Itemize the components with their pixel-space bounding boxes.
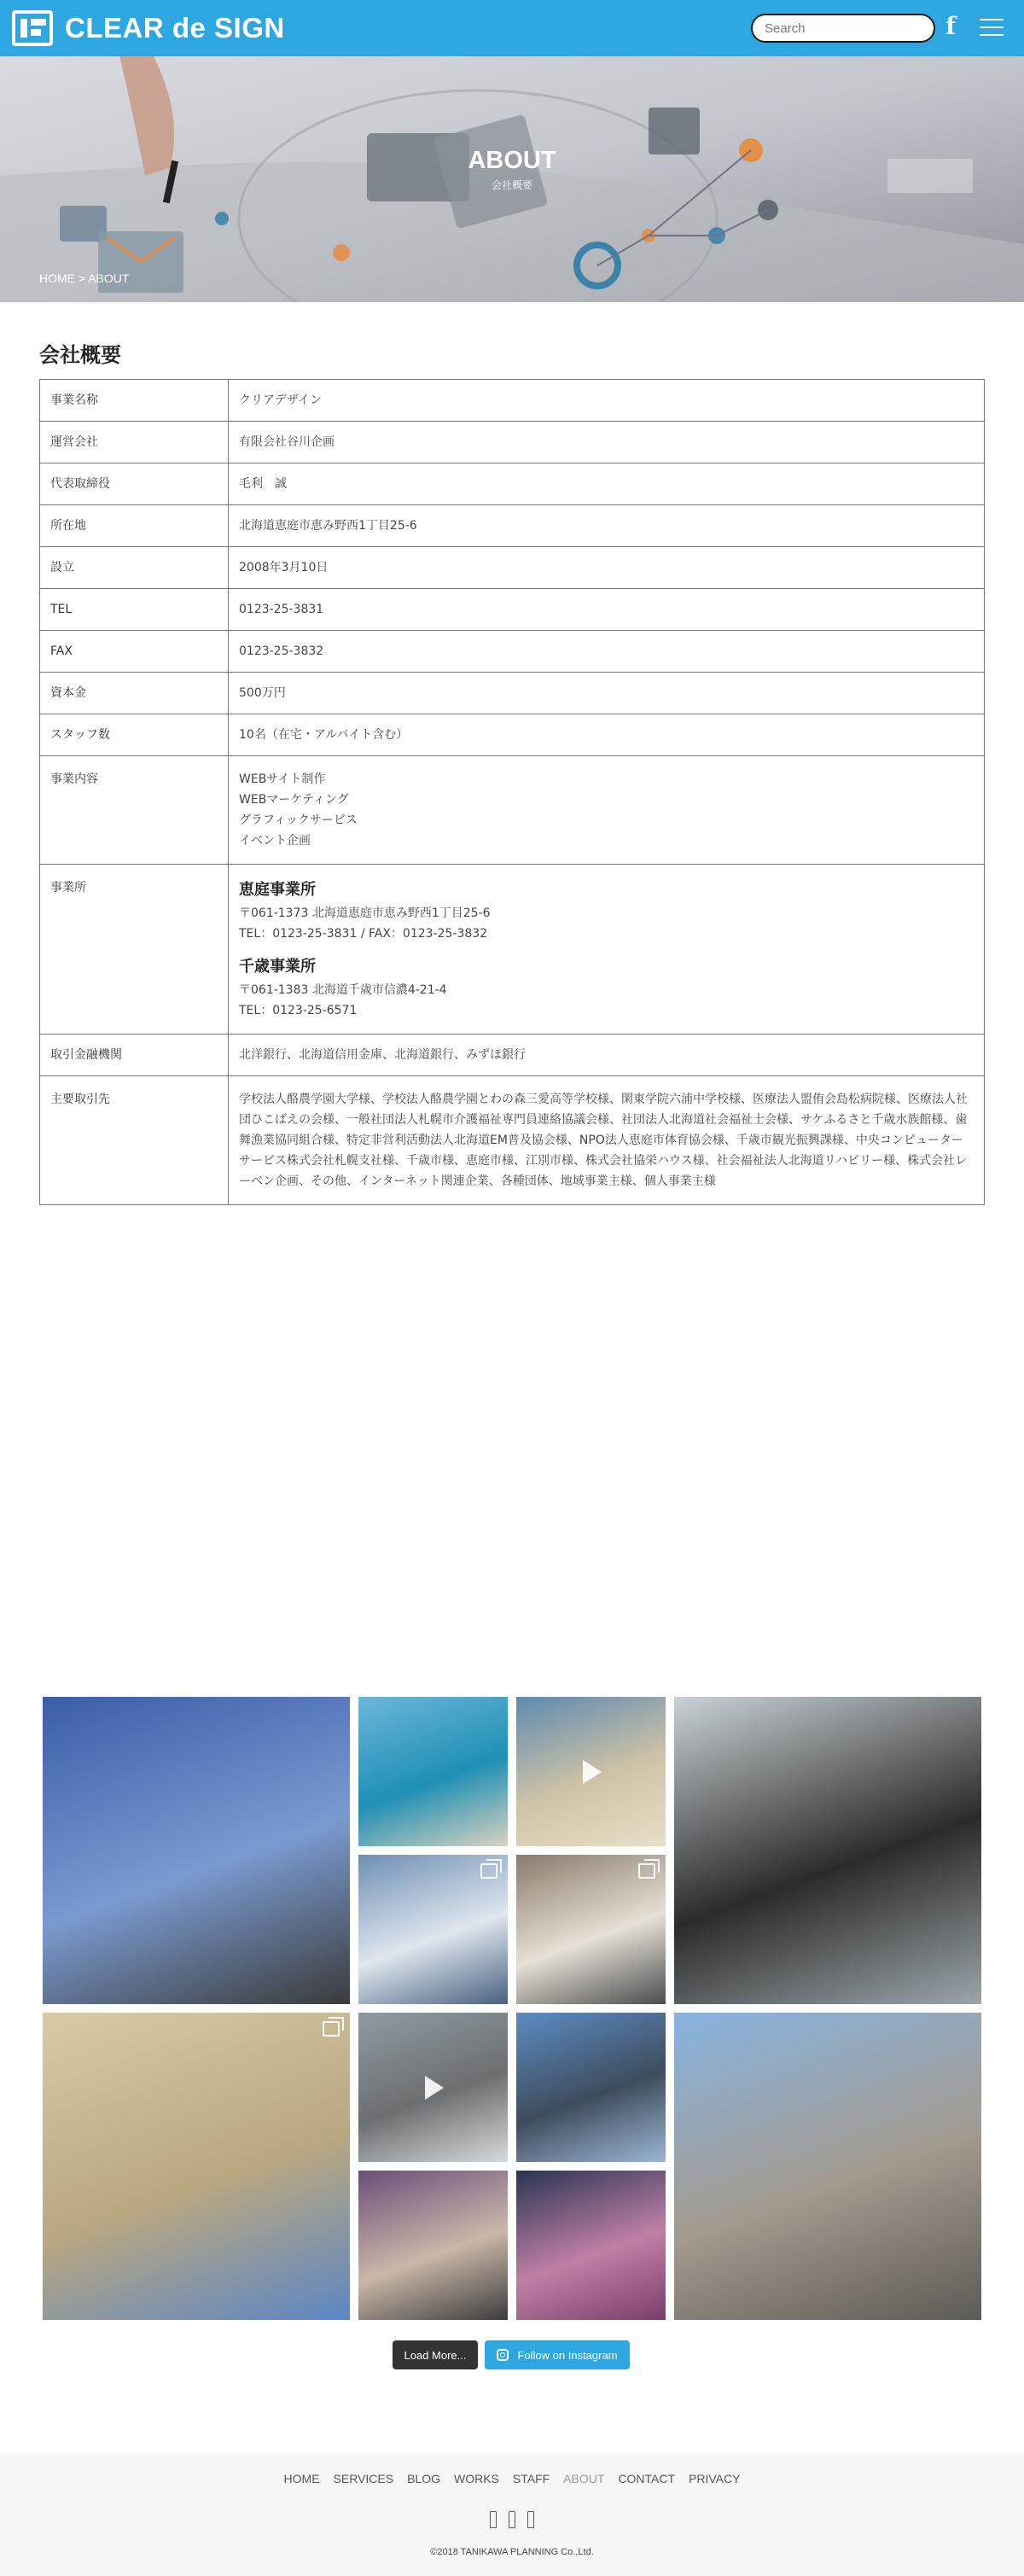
table-row — [40, 589, 985, 631]
table-row — [40, 714, 985, 756]
hamburger-menu-icon[interactable] — [980, 17, 1004, 38]
logo-text: CLEAR de SIGN — [65, 12, 285, 44]
row-value: クリアデザイン — [229, 380, 985, 422]
table-row — [40, 756, 985, 865]
row-label: 主要取引先 — [40, 1076, 229, 1205]
social-icon[interactable] — [527, 2511, 534, 2528]
instagram-icon — [497, 2349, 509, 2361]
section-title: 会社概要 — [39, 343, 121, 367]
row-label: 事業内容 — [40, 756, 229, 865]
footer-nav — [0, 2472, 1024, 2486]
instagram-post[interactable] — [516, 1855, 666, 2004]
instagram-post[interactable] — [674, 1697, 981, 2004]
table-row — [40, 1076, 985, 1205]
facebook-icon[interactable]: f — [945, 12, 957, 40]
page-title: ABOUT — [468, 147, 556, 174]
table-row — [40, 380, 985, 422]
hero-banner — [0, 56, 1024, 302]
row-label: 運営会社 — [40, 422, 229, 463]
breadcrumb-current: ABOUT — [88, 271, 130, 285]
table-row — [40, 673, 985, 714]
footer-nav-staff[interactable]: STAFF — [512, 2472, 550, 2486]
row-label: 事業名称 — [40, 380, 229, 422]
table-row — [40, 865, 985, 1034]
instagram-post[interactable] — [358, 1697, 508, 1846]
social-icon[interactable] — [490, 2511, 497, 2528]
row-label: FAX — [40, 631, 229, 673]
row-label: 事業所 — [40, 865, 229, 1034]
instagram-post[interactable] — [358, 2171, 508, 2320]
row-label: TEL — [40, 589, 229, 631]
business-item: グラフィックサービス — [239, 813, 358, 827]
breadcrumb — [39, 271, 129, 285]
row-value: 0123-25-3832 — [229, 631, 985, 673]
instagram-post[interactable] — [516, 2171, 666, 2320]
copyright: ©2018 TANIKAWA PLANNING Co.,Ltd. — [430, 2547, 594, 2557]
play-icon — [425, 2076, 444, 2100]
breadcrumb-home-link[interactable]: HOME — [39, 271, 75, 285]
office-contact: TEL：0123-25-3831 / FAX：0123-25-3832 — [239, 927, 488, 941]
carousel-icon — [323, 2021, 340, 2037]
search-input[interactable] — [751, 14, 935, 43]
footer-nav-home[interactable]: HOME — [283, 2472, 320, 2486]
instagram-post[interactable] — [516, 1697, 666, 1846]
row-label: 資本金 — [40, 673, 229, 714]
site-footer — [0, 2453, 1024, 2576]
table-row — [40, 1034, 985, 1076]
follow-instagram-label: Follow on Instagram — [517, 2348, 618, 2362]
row-value: 500万円 — [229, 673, 985, 714]
instagram-post[interactable] — [358, 2013, 508, 2162]
breadcrumb-separator: > — [75, 271, 89, 285]
offices-cell — [229, 865, 985, 1034]
business-item: WEBマーケティング — [239, 793, 349, 807]
footer-nav-about[interactable]: ABOUT — [563, 2472, 605, 2486]
table-row — [40, 463, 985, 505]
company-info-table — [39, 379, 985, 1205]
instagram-post[interactable] — [43, 1697, 350, 2004]
office-name: 千歳事業所 — [239, 958, 316, 976]
row-value: 10名（在宅・アルバイト含む） — [229, 714, 985, 756]
row-label: 設立 — [40, 547, 229, 589]
table-row — [40, 631, 985, 673]
site-header — [0, 0, 1024, 56]
footer-nav-privacy[interactable]: PRIVACY — [689, 2472, 741, 2486]
row-value: 北海道恵庭市恵み野西1丁目25-6 — [229, 505, 985, 547]
row-value: 2008年3月10日 — [229, 547, 985, 589]
office-address: 〒061-1383 北海道千歳市信濃4-21-4 — [239, 983, 447, 997]
business-item: WEBサイト制作 — [239, 772, 326, 786]
footer-nav-blog[interactable]: BLOG — [407, 2472, 440, 2486]
business-item: イベント企画 — [239, 834, 311, 848]
footer-nav-works[interactable]: WORKS — [453, 2472, 499, 2486]
site-logo[interactable] — [12, 10, 285, 46]
row-label: 取引金融機関 — [40, 1034, 229, 1076]
row-label: 所在地 — [40, 505, 229, 547]
office-address: 〒061-1373 北海道恵庭市恵み野西1丁目25-6 — [239, 906, 491, 920]
row-value: 毛利 誠 — [229, 463, 985, 505]
page-subtitle: 会社概要 — [491, 179, 532, 191]
carousel-icon — [480, 1863, 497, 1879]
row-value: 北洋銀行、北海道信用金庫、北海道銀行、みずほ銀行 — [229, 1034, 985, 1076]
footer-social-icons — [0, 2511, 1024, 2528]
office-name: 恵庭事業所 — [239, 881, 316, 899]
footer-nav-services[interactable]: SERVICES — [333, 2472, 394, 2486]
table-row — [40, 505, 985, 547]
row-value: 有限会社谷川企画 — [229, 422, 985, 463]
instagram-post[interactable] — [674, 2013, 981, 2320]
footer-nav-contact[interactable]: CONTACT — [618, 2472, 676, 2486]
office-contact: TEL：0123-25-6571 — [239, 1004, 358, 1017]
instagram-post[interactable] — [516, 2013, 666, 2162]
carousel-icon — [638, 1863, 655, 1879]
logo-mark-icon — [12, 10, 53, 46]
instagram-post[interactable] — [358, 1855, 508, 2004]
office-spacer — [239, 944, 974, 954]
row-label: 代表取締役 — [40, 463, 229, 505]
load-more-button[interactable]: Load More... — [393, 2340, 478, 2369]
follow-instagram-button[interactable] — [485, 2340, 630, 2369]
social-icon[interactable] — [509, 2511, 515, 2528]
row-label: スタッフ数 — [40, 714, 229, 756]
table-row — [40, 547, 985, 589]
clients-list: 学校法人酪農学園大学様、学校法人酪農学園とわの森三愛高等学校様、閑東学院六浦中学校様、医療法人盟侑会島松病院様、医療法人社団ひこばえの会様、一般社団法人札幌市介護福祉専門員連絡協議会様、社団法人北海道社会福祉士会様、サケふるさと千歳水族館様、歯舞漁業協同組合様、特定非営利活動法人北海道EM普及協会様、NPO法人恵庭市体育協会様、千歳市観光振興課様、中央コンピューターサービス株式会社札幌支社様、千歳市様、恵庭市様、江別市様、株式会社協栄ハウス様、社会福祉法人北海道リハビリー様、株式会社レーベン企画、その他、インターネット関連企業、各種団体、地域事業主様、個人事業主様 — [229, 1076, 985, 1205]
play-icon — [583, 1760, 602, 1784]
business-list — [229, 756, 985, 865]
table-row — [40, 422, 985, 463]
instagram-post[interactable] — [43, 2013, 350, 2320]
row-value: 0123-25-3831 — [229, 589, 985, 631]
